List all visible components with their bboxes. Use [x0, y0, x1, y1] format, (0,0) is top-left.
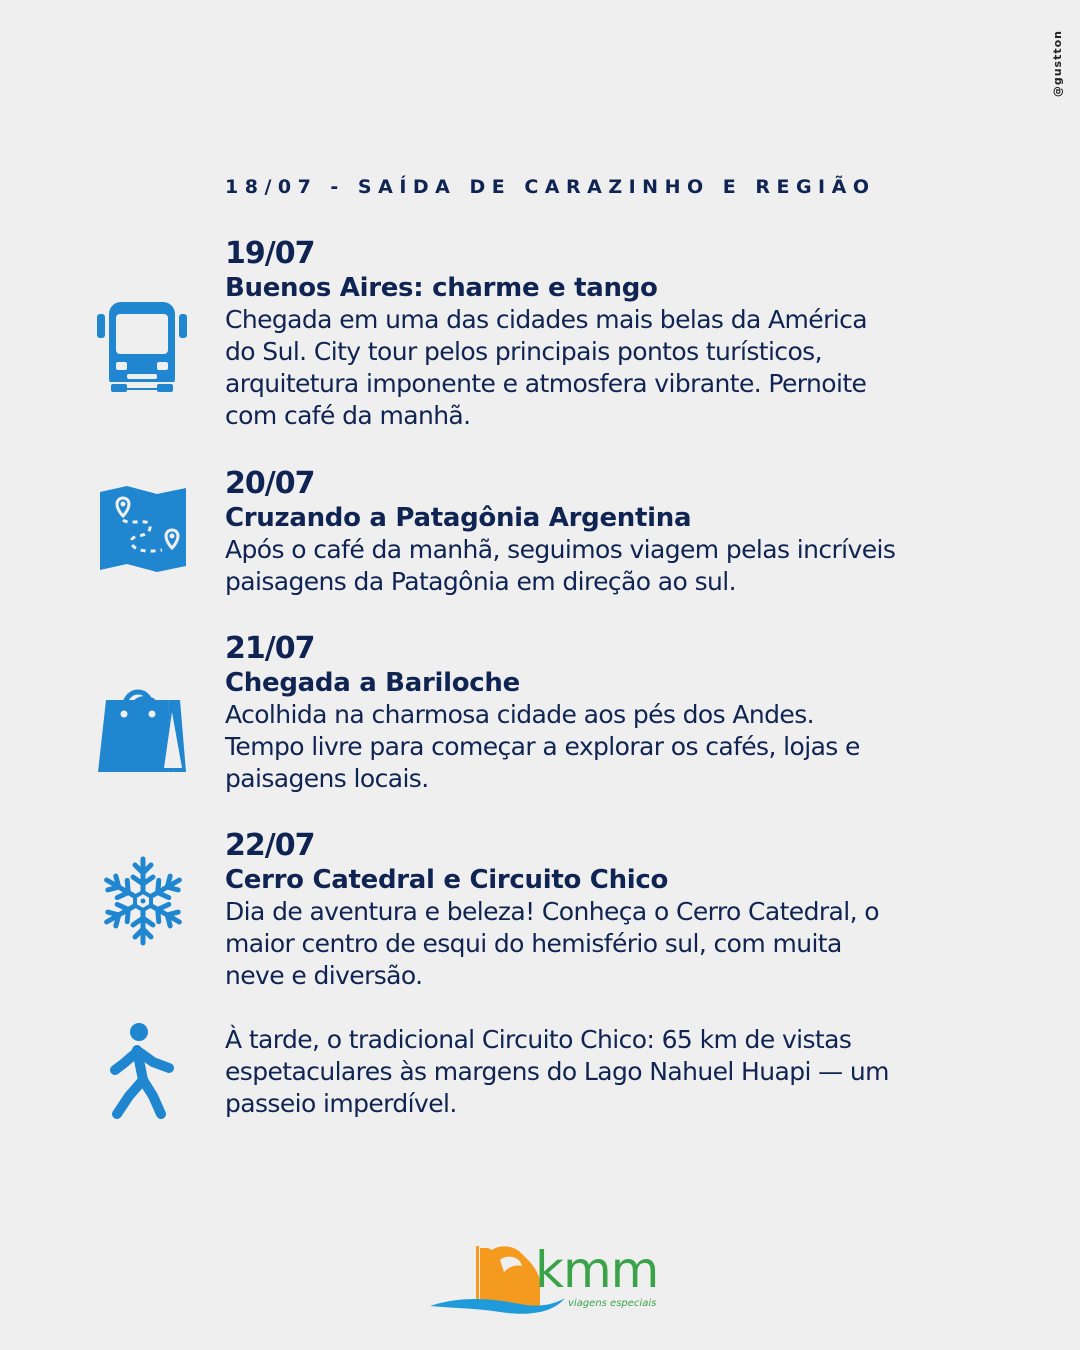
- day-date: 19/07: [225, 236, 315, 271]
- day-date: 20/07: [225, 466, 315, 501]
- day-title: Cruzando a Patagônia Argentina: [225, 503, 692, 533]
- shopping-bag-icon: [96, 680, 188, 774]
- day-title: Chegada a Bariloche: [225, 668, 520, 698]
- logo-wordmark: kmm: [535, 1241, 659, 1299]
- day-title: Buenos Aires: charme e tango: [225, 273, 658, 303]
- day-date: 21/07: [225, 631, 315, 666]
- day-description: Dia de aventura e beleza! Conheça o Cerro Catedral, o maior centro de esqui do hemisfério sul, com muita neve e diversão.: [225, 897, 879, 990]
- afternoon-item: [225, 1024, 1015, 1120]
- walking-person-icon: [107, 1022, 177, 1120]
- logo-tagline: viagens especiais: [568, 1298, 657, 1309]
- map-route-icon: [100, 486, 186, 572]
- bus-icon: [97, 300, 187, 392]
- day-item: [225, 631, 1015, 795]
- day-item: [225, 828, 1015, 992]
- snowflake-icon: [98, 856, 188, 946]
- day-date: 22/07: [225, 828, 315, 863]
- day-item: [225, 466, 1015, 598]
- author-handle: @gustton: [1051, 30, 1064, 98]
- afternoon-description: À tarde, o tradicional Circuito Chico: 65 km de vistas espetaculares às margens do Lago Nahuel Huapi — um passeio imperdível.: [225, 1025, 889, 1118]
- kmm-logo: [430, 1240, 660, 1320]
- day-description: Após o café da manhã, seguimos viagem pelas incríveis paisagens da Patagônia em direção ao sul.: [225, 535, 896, 596]
- departure-heading: 18/07 - SAÍDA DE CARAZINHO E REGIÃO: [225, 176, 876, 198]
- day-item: [225, 236, 1015, 432]
- day-description: Acolhida na charmosa cidade aos pés dos Andes. Tempo livre para começar a explorar os cafés, lojas e paisagens locais.: [225, 700, 860, 793]
- day-description: Chegada em uma das cidades mais belas da América do Sul. City tour pelos principais pontos turísticos, arquitetura imponente e atmosfera vibrante. Pernoite com café da manhã.: [225, 305, 867, 430]
- day-title: Cerro Catedral e Circuito Chico: [225, 865, 669, 895]
